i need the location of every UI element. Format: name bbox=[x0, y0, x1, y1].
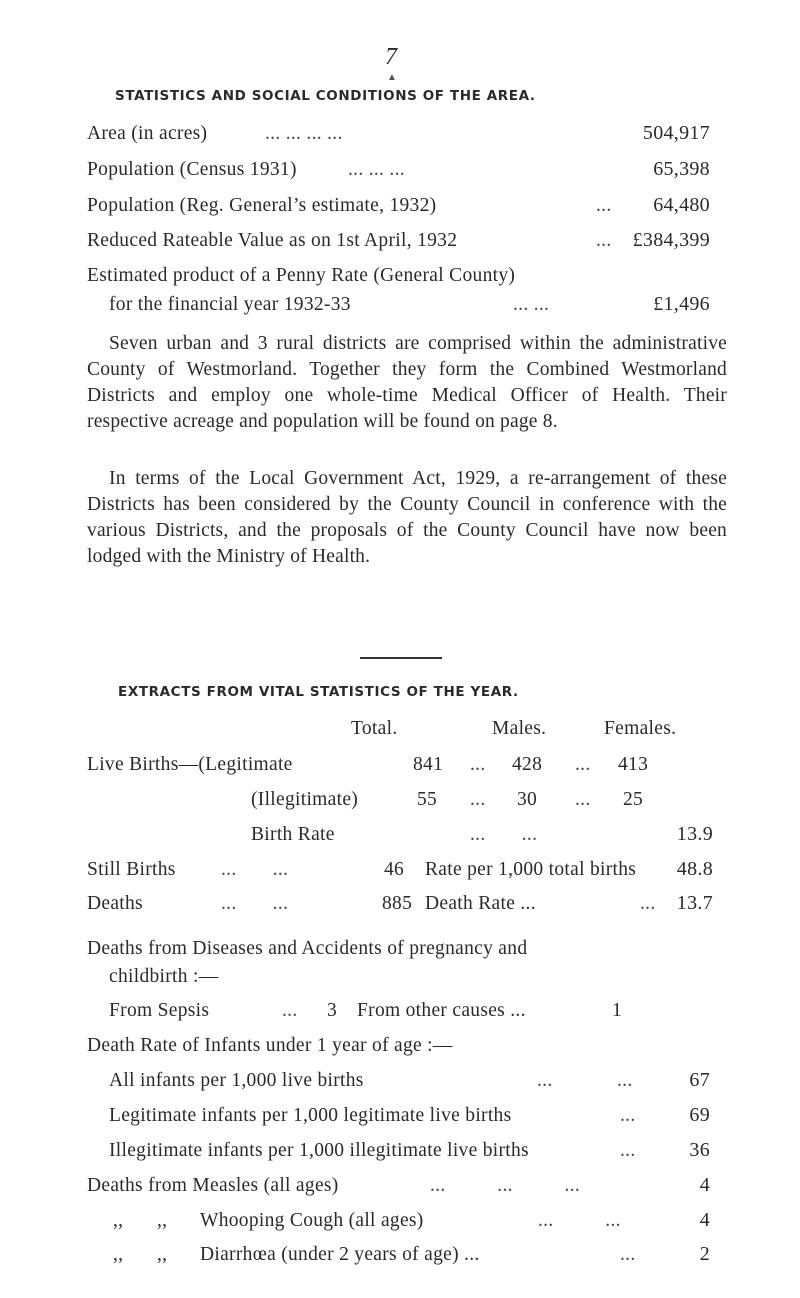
penny-rate-value: £1,496 bbox=[653, 293, 710, 315]
ditto-mark-2b: ,, bbox=[157, 1244, 168, 1265]
death-rate-dots: ... bbox=[640, 893, 656, 914]
col-header-females: Females. bbox=[604, 718, 677, 739]
still-rate-value: 48.8 bbox=[676, 858, 713, 880]
sepsis-label: From Sepsis bbox=[109, 1000, 210, 1021]
penny-rate-label-cont: for the financial year 1932-33 bbox=[109, 294, 351, 315]
pregnancy-deaths-label-cont: childbirth :— bbox=[109, 966, 219, 987]
population-census-value: 65,398 bbox=[653, 158, 710, 180]
legit-males: 428 bbox=[512, 754, 543, 775]
paragraph-districts: Seven urban and 3 rural districts are comprised within the administrative County of Westmorland. Together they form the Combined Westmorland Districts and employ one whole-time Medical Officer of Health. Their respective acreage and population will be found on page 8. bbox=[87, 333, 727, 432]
ditto-mark-2a: ,, bbox=[113, 1244, 124, 1265]
divider-rule bbox=[360, 657, 442, 659]
whooping-cough-dots: ... ... bbox=[538, 1210, 621, 1231]
population-census-dots: ... ... ... bbox=[348, 159, 405, 180]
death-rate-value: 13.7 bbox=[676, 892, 713, 914]
illegit-label: (Illegitimate) bbox=[251, 789, 359, 810]
sepsis-value: 3 bbox=[327, 1000, 338, 1021]
other-causes-value: 1 bbox=[612, 1000, 623, 1021]
ditto-mark-1a: ,, bbox=[113, 1210, 124, 1231]
rateable-value-value: £384,399 bbox=[632, 229, 710, 251]
deaths-dots: ... ... bbox=[221, 893, 289, 914]
live-births-legit-label: Live Births—(Legitimate bbox=[87, 754, 293, 775]
pregnancy-deaths-label: Deaths from Diseases and Accidents of pregnancy and bbox=[87, 938, 528, 959]
death-rate-label: Death Rate ... bbox=[425, 893, 536, 914]
whooping-cough-value: 4 bbox=[699, 1209, 710, 1231]
birth-rate-dots: ... ... bbox=[470, 824, 538, 845]
legit-total: 841 bbox=[413, 754, 444, 775]
diarrhoea-dots: ... bbox=[620, 1244, 636, 1265]
diarrhoea-value: 2 bbox=[699, 1243, 710, 1265]
still-births-dots: ... ... bbox=[221, 859, 289, 880]
paragraph-rearrangement: In terms of the Local Government Act, 1929, a re-arrangement of these Districts has been considered by the County Council in conference with the various Districts, and the proposals of the County Council have now been lodged with the Ministry of Health. bbox=[87, 468, 727, 567]
birth-rate-label: Birth Rate bbox=[251, 824, 335, 845]
deaths-value: 885 bbox=[382, 893, 413, 914]
still-rate-label: Rate per 1,000 total births bbox=[425, 859, 637, 880]
population-reg-label: Population (Reg. General’s estimate, 1932) bbox=[87, 195, 437, 216]
measles-value: 4 bbox=[699, 1174, 710, 1196]
infant-death-rate-heading: Death Rate of Infants under 1 year of age :— bbox=[87, 1035, 453, 1056]
infant-legit-dots: ... bbox=[620, 1105, 636, 1126]
whooping-cough-label: Whooping Cough (all ages) bbox=[200, 1210, 424, 1231]
ornament-mark: ▲ bbox=[387, 72, 397, 83]
infant-illegit-dots: ... bbox=[620, 1140, 636, 1161]
legit-dots-1: ... bbox=[470, 754, 486, 775]
still-births-value: 46 bbox=[384, 859, 405, 880]
penny-rate-dots: ... ... bbox=[513, 294, 550, 315]
section-heading-statistics: STATISTICS AND SOCIAL CONDITIONS OF THE AREA. bbox=[115, 88, 536, 104]
infant-all-dots: ... bbox=[537, 1070, 553, 1091]
page-number: 7 bbox=[385, 44, 397, 70]
col-header-males: Males. bbox=[492, 718, 547, 739]
penny-rate-label: Estimated product of a Penny Rate (General County) bbox=[87, 265, 516, 286]
population-reg-value: 64,480 bbox=[653, 194, 710, 216]
legit-dots-2: ... bbox=[575, 754, 591, 775]
population-census-label: Population (Census 1931) bbox=[87, 159, 297, 180]
illegit-dots-1: ... bbox=[470, 789, 486, 810]
infant-all-dots-2: ... bbox=[617, 1070, 633, 1091]
section-heading-vital: EXTRACTS FROM VITAL STATISTICS OF THE YEAR. bbox=[118, 684, 519, 700]
sepsis-dots: ... bbox=[282, 1000, 298, 1021]
diarrhoea-label: Diarrhœa (under 2 years of age) ... bbox=[200, 1244, 480, 1265]
illegit-males: 30 bbox=[517, 789, 538, 810]
other-causes-label: From other causes ... bbox=[357, 1000, 526, 1021]
deaths-label: Deaths bbox=[87, 893, 143, 914]
birth-rate-value: 13.9 bbox=[676, 823, 713, 845]
infant-legit-value: 69 bbox=[689, 1104, 710, 1126]
area-label: Area (in acres) bbox=[87, 123, 208, 144]
measles-label: Deaths from Measles (all ages) bbox=[87, 1175, 339, 1196]
ditto-mark-1b: ,, bbox=[157, 1210, 168, 1231]
measles-dots: ... ... ... bbox=[430, 1175, 581, 1196]
rateable-value-label: Reduced Rateable Value as on 1st April, 1932 bbox=[87, 230, 458, 251]
legit-females: 413 bbox=[618, 754, 649, 775]
infant-illegit-value: 36 bbox=[689, 1139, 710, 1161]
infant-all-value: 67 bbox=[689, 1069, 710, 1091]
illegit-total: 55 bbox=[417, 789, 438, 810]
col-header-total: Total. bbox=[351, 718, 398, 739]
rateable-value-dots: ... bbox=[596, 230, 612, 251]
area-value: 504,917 bbox=[642, 122, 710, 144]
population-reg-dots: ... bbox=[596, 195, 612, 216]
illegit-females: 25 bbox=[623, 789, 644, 810]
area-dots: ... ... ... ... bbox=[265, 123, 343, 144]
infant-all-label: All infants per 1,000 live births bbox=[109, 1070, 364, 1091]
infant-legit-label: Legitimate infants per 1,000 legitimate live births bbox=[109, 1105, 512, 1126]
infant-illegit-label: Illegitimate infants per 1,000 illegitimate live births bbox=[109, 1140, 529, 1161]
still-births-label: Still Births bbox=[87, 859, 176, 880]
illegit-dots-2: ... bbox=[575, 789, 591, 810]
